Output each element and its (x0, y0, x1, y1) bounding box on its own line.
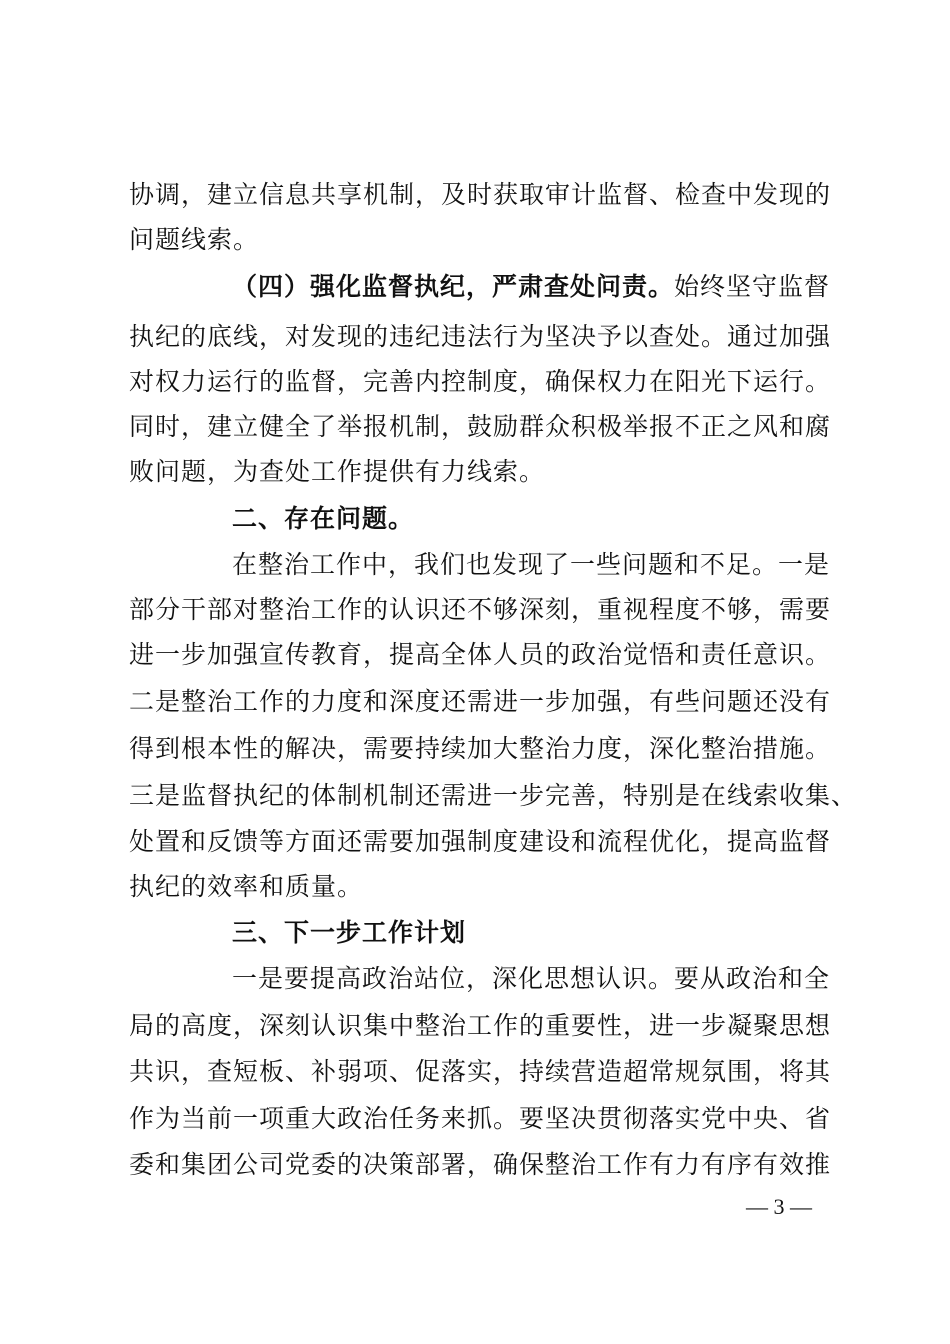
paragraph-line: 败问题，为查处工作提供有力线索。 (129, 457, 546, 486)
page-number: — 3 — (746, 1194, 812, 1219)
paragraph-line: 在整治工作中，我们也发现了一些问题和不足。一是 (232, 550, 831, 579)
paragraph-line: 协调，建立信息共享机制，及时获取审计监督、检查中发现的 (129, 180, 832, 209)
paragraph-line: 部分干部对整治工作的认识还不够深刻，重视程度不够，需要 (129, 595, 832, 624)
section-four-title: （四）强化监督执纪，严肃查处问责。 (232, 272, 675, 301)
paragraph-line: 问题线索。 (129, 225, 260, 254)
paragraph-line: 二是整治工作的力度和深度还需进一步加强，有些问题还没有 (129, 687, 832, 716)
paragraph-line: 同时，建立健全了举报机制，鼓励群众积极举报不正之风和腐 (129, 412, 832, 441)
paragraph-line: 对权力运行的监督，完善内控制度，确保权力在阳光下运行。 (129, 367, 832, 396)
paragraph-line: 执纪的底线，对发现的违纪违法行为坚决予以查处。通过加强 (129, 322, 832, 351)
paragraph-line: 作为当前一项重大政治任务来抓。要坚决贯彻落实党中央、省 (129, 1104, 832, 1133)
paragraph-line: 委和集团公司党委的决策部署，确保整治工作有力有序有效推 (129, 1150, 832, 1179)
paragraph-line: 一是要提高政治站位，深化思想认识。要从政治和全 (232, 964, 831, 993)
paragraph-line: 执纪的效率和质量。 (129, 872, 364, 901)
paragraph-line: 三是监督执纪的体制机制还需进一步完善，特别是在线索收集、 (129, 781, 858, 810)
paragraph-line: 处置和反馈等方面还需要加强制度建设和流程优化，提高监督 (129, 827, 832, 856)
section-four-first-line (232, 272, 932, 302)
section-heading-next-plan: 三、下一步工作计划 (232, 918, 467, 947)
paragraph-line: 局的高度，深刻认识集中整治工作的重要性，进一步凝聚思想 (129, 1011, 832, 1040)
section-four-text: 始终坚守监督 (674, 272, 831, 301)
paragraph-line: 共识，查短板、补弱项、促落实，持续营造超常规氛围，将其 (129, 1057, 832, 1086)
section-heading-problems: 二、存在问题。 (232, 504, 415, 533)
paragraph-line: 得到根本性的解决，需要持续加大整治力度，深化整治措施。 (129, 734, 832, 763)
paragraph-line: 进一步加强宣传教育，提高全体人员的政治觉悟和责任意识。 (129, 640, 832, 669)
